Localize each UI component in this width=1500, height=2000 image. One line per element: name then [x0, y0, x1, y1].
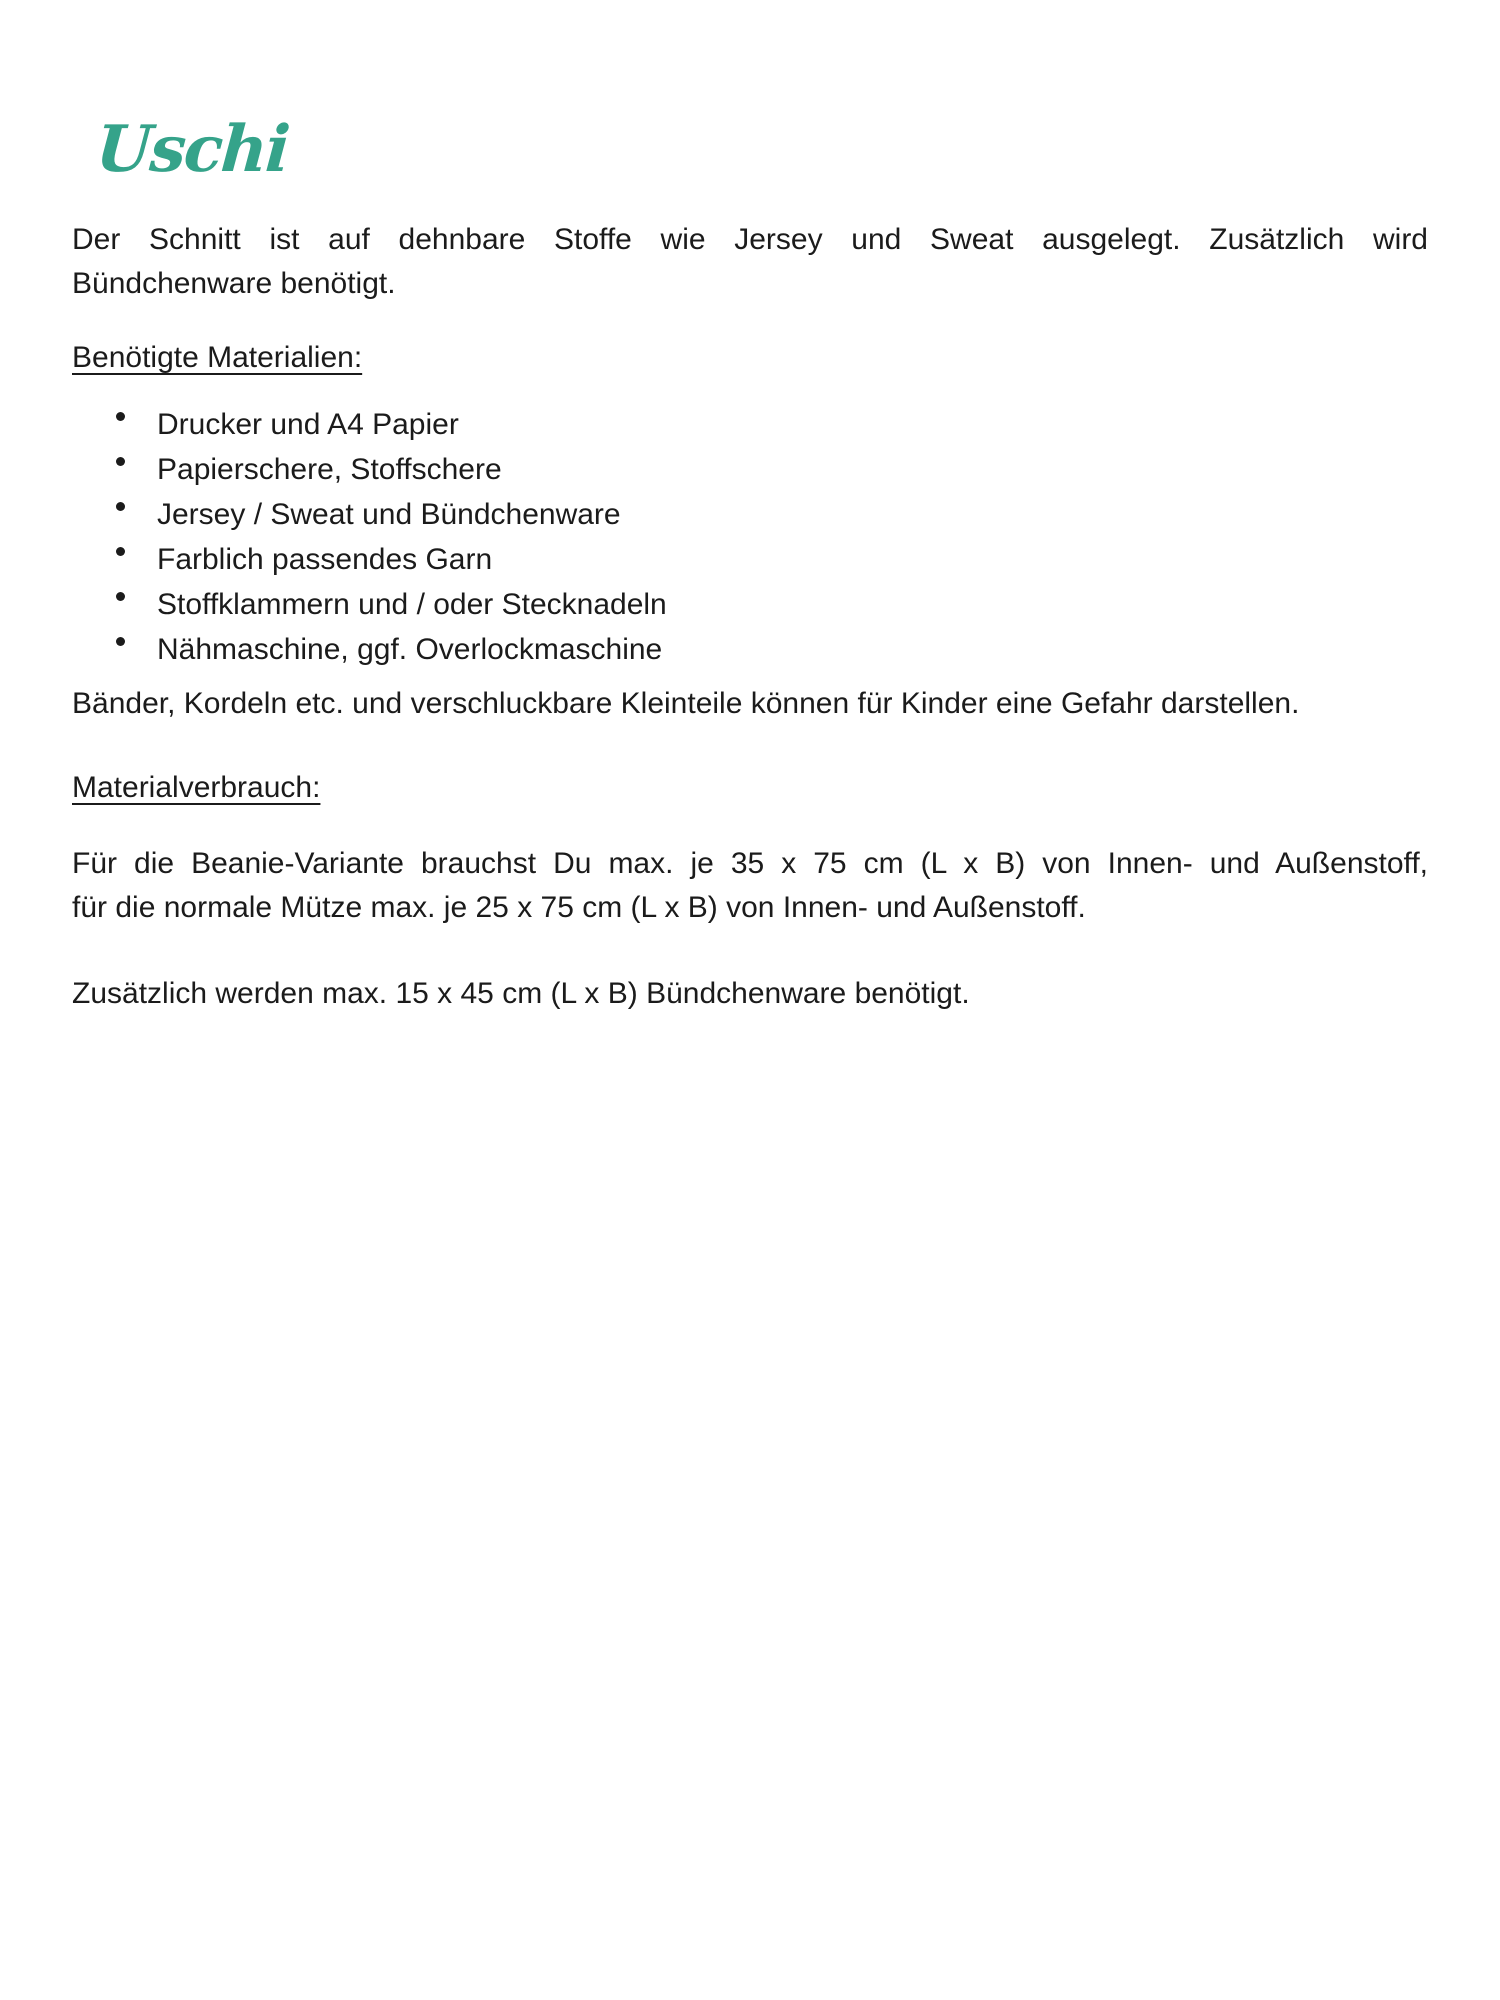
list-item-label: Papierschere, Stoffschere	[157, 453, 502, 486]
list-item	[72, 627, 1428, 672]
bullet-icon	[116, 592, 125, 601]
consumption-heading: Materialverbrauch:	[72, 771, 321, 804]
list-item-label: Drucker und A4 Papier	[157, 408, 459, 441]
list-item	[72, 582, 1428, 627]
list-item-label: Farblich passendes Garn	[157, 543, 493, 576]
materials-heading: Benötigte Materialien:	[72, 341, 363, 374]
consumption-paragraph-2: Zusätzlich werden max. 15 x 45 cm (L x B) Bündchenware benötigt.	[72, 977, 970, 1010]
materials-list	[72, 402, 1428, 672]
list-item	[72, 492, 1428, 537]
consumption-paragraph-1	[72, 842, 1428, 930]
bullet-icon	[116, 457, 125, 466]
list-item-label: Jersey / Sweat und Bündchenware	[157, 498, 621, 531]
consumption-line-2: für die normale Mütze max. je 25 x 75 cm (L x B) von Innen- und Außenstoff.	[72, 891, 1086, 924]
bullet-icon	[116, 637, 125, 646]
warning-paragraph: Bänder, Kordeln etc. und verschluckbare Kleinteile können für Kinder eine Gefahr darstellen.	[72, 687, 1300, 720]
intro-paragraph	[72, 218, 1428, 306]
page-title: Uschi	[93, 112, 291, 187]
intro-line-2: Bündchenware benötigt.	[72, 267, 396, 300]
list-item	[72, 402, 1428, 447]
list-item	[72, 447, 1428, 492]
bullet-icon	[116, 502, 125, 511]
list-item-label: Stoffklammern und / oder Stecknadeln	[157, 588, 667, 621]
intro-line-1: Der Schnitt ist auf dehnbare Stoffe wie Jersey und Sweat ausgelegt. Zusätzlich wird	[72, 223, 1428, 256]
consumption-line-1: Für die Beanie-Variante brauchst Du max. je 35 x 75 cm (L x B) von Innen- und Außenstoff,	[72, 847, 1428, 880]
list-item-label: Nähmaschine, ggf. Overlockmaschine	[157, 633, 663, 666]
list-item	[72, 537, 1428, 582]
bullet-icon	[116, 547, 125, 556]
bullet-icon	[116, 412, 125, 421]
